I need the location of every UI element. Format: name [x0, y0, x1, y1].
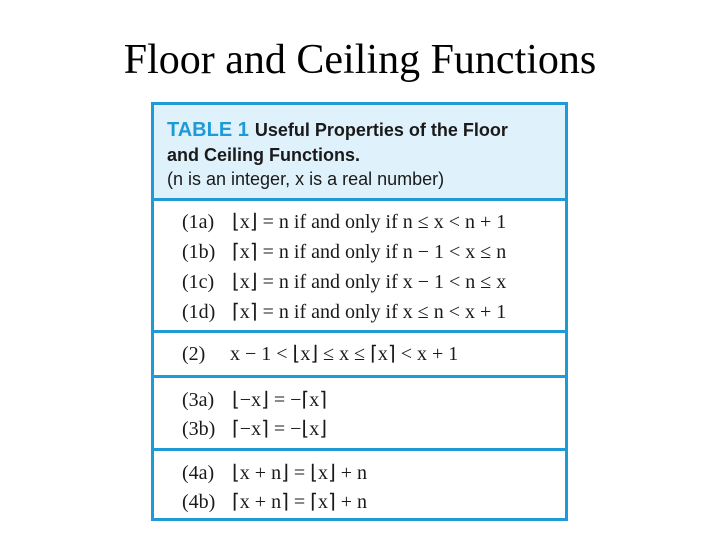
row-formula: ⌊−x⌋ = −⌈x⌉ — [232, 389, 328, 411]
row-label: (1a) — [182, 211, 215, 233]
row-formula: ⌈−x⌉ = −⌊x⌋ — [232, 418, 328, 440]
table-row — [154, 237, 565, 267]
table-row — [154, 414, 565, 444]
row-formula: ⌊x⌋ = n if and only if n ≤ x < n + 1 — [232, 211, 507, 233]
row-formula: ⌊x + n⌋ = ⌊x⌋ + n — [232, 462, 368, 484]
table-header — [154, 105, 565, 201]
table-row — [154, 297, 565, 327]
table-row — [154, 385, 565, 415]
table-row — [154, 339, 565, 369]
row-formula: ⌈x + n⌉ = ⌈x⌉ + n — [232, 491, 368, 513]
table-row — [154, 487, 565, 517]
row-formula: ⌊x⌋ = n if and only if x − 1 < n ≤ x — [232, 271, 507, 293]
row-formula: ⌈x⌉ = n if and only if n − 1 < x ≤ n — [232, 241, 507, 263]
row-formula: x − 1 < ⌊x⌋ ≤ x ≤ ⌈x⌉ < x + 1 — [230, 343, 459, 365]
table-header-line-1 — [167, 117, 565, 143]
table-section-4 — [154, 451, 565, 518]
table-number: TABLE 1 — [167, 119, 249, 141]
row-label: (1d) — [182, 301, 216, 323]
row-label: (2) — [182, 343, 206, 365]
table-caption-line-1: Useful Properties of the Floor — [254, 120, 508, 140]
properties-table — [151, 102, 568, 521]
row-label: (1b) — [182, 241, 216, 263]
row-label: (4b) — [182, 491, 216, 513]
row-label: (1c) — [182, 271, 215, 293]
table-section-2 — [154, 333, 565, 378]
row-label: (3b) — [182, 418, 216, 440]
table-caption-line-3: (n is an integer, x is a real number) — [167, 169, 445, 189]
row-label: (3a) — [182, 389, 215, 411]
row-label: (4a) — [182, 462, 215, 484]
table-section-1 — [154, 201, 565, 333]
table-row — [154, 267, 565, 297]
table-section-3 — [154, 378, 565, 451]
table-row — [154, 207, 565, 237]
slide-title: Floor and Ceiling Functions — [123, 37, 597, 83]
table-caption-line-2: and Ceiling Functions. — [167, 145, 360, 165]
table-row — [154, 458, 565, 488]
row-formula: ⌈x⌉ = n if and only if x ≤ n < x + 1 — [232, 301, 507, 323]
